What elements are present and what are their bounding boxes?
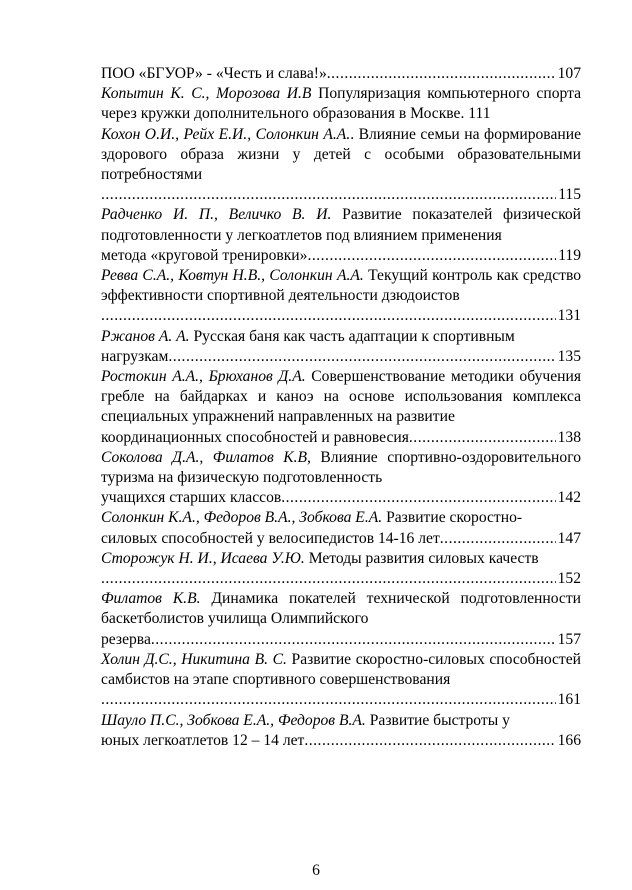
toc-page-number: 115 [558,186,581,204]
toc-entry-title: Русская баня как часть адаптации к спортивным [193,327,515,345]
toc-leader-line [101,306,581,326]
toc-leader-line [101,529,581,549]
toc-entry-title-end: юных легкоатлетов 12 – 14 лет [101,731,305,749]
page-number: 6 [312,862,320,879]
dot-leader [304,731,555,751]
toc-entry-authors: Кохон О.И., Рейх Е.И., Солонкин А.А. [101,125,351,143]
toc-leader-line [101,731,581,751]
toc-page-number: 147 [557,529,581,547]
toc-leader-line [101,428,581,448]
toc-page-number: 131 [557,307,581,325]
toc-entry-title: Влияние спортивно-оздоровительного туризма на физическую подготовленность [101,448,582,487]
toc-entry-title: Совершенствование методики обучения гребле на байдарках и каноэ на основе использования комплекса специальных упражнений направленных на развитие [101,368,581,426]
toc-leader-line [101,246,581,266]
dot-leader [168,347,555,367]
toc-page-number: 161 [557,691,581,709]
toc-leader-line [101,347,581,367]
toc-entry-authors: Шауло П.С., Зобкова Е.А., Федоров В.А. [101,711,366,729]
toc-entry-authors: Солонкин К.А., Федоров В.А., Зобкова Е.А. [101,509,383,527]
toc-page-number: 157 [557,630,581,648]
toc-entry-title-end: нагрузкам [101,347,169,365]
toc-leader-line [101,488,581,508]
toc-entry-title: Развитие показателей физической подготовленности у легкоатлетов под влиянием применения [101,206,582,244]
toc-entry-authors: Филатов К.В. [101,590,201,608]
toc-entry [101,266,581,327]
toc-entry-authors: Ржанов А. А. [101,327,190,345]
toc-entry-title: Текущий контроль как средство эффективности спортивной деятельности дзюдоистов [101,267,581,305]
toc-entry [101,327,581,367]
toc-page-number: 152 [557,570,581,588]
toc-leader-line [101,185,581,205]
toc-entry-title: Развитие скоростно- [386,509,523,527]
toc-entry-title-end: резерва [101,630,151,648]
toc-page-number: 119 [558,246,581,264]
toc-entry [101,64,581,84]
toc-entry [101,367,581,448]
toc-leader-line [101,64,581,84]
toc-entry-authors: Сторожук Н. И., Исаева У.Ю. [101,549,305,567]
toc-entry [101,650,581,711]
toc-entry [101,84,581,124]
toc-entry [101,549,581,589]
toc-entry [101,448,581,509]
toc-leader-line [101,690,581,710]
dot-leader [101,306,556,326]
toc-leader-line [101,630,581,650]
dot-leader [327,64,556,84]
dot-leader [151,630,556,650]
toc-page-number: 142 [557,489,581,507]
toc-page-number: 135 [557,347,581,365]
toc-page-number: 111 [468,105,491,123]
toc-entry-title: ПОО «БГУОР» - «Честь и слава!» [101,65,327,82]
toc-entry [101,711,581,751]
table-of-contents [101,64,581,751]
toc-entry [101,508,581,548]
dot-leader [307,246,556,266]
dot-leader [101,185,556,205]
toc-entry-title: Популяризация компьютерного спорта через кружки дополнительного образования в Москве. [101,85,582,123]
dot-leader [101,569,556,589]
toc-page-number: 138 [557,428,581,446]
toc-entry-title-end: метода «круговой тренировки» [101,246,308,264]
toc-entry-authors: Ростокин А.А., Брюханов Д.А. [101,368,306,386]
toc-entry-authors: Радченко И. П., Величко В. И. [101,206,332,224]
toc-entry-authors: Копытин К. С., Морозова И.В [101,85,312,103]
toc-page-number: 107 [557,65,581,82]
toc-entry [101,125,581,206]
toc-leader-line [101,569,581,589]
dot-leader [440,529,556,549]
toc-entry-title: Развитие скоростно-силовых способностей самбистов на этапе спортивного совершенствования [101,650,582,689]
toc-entry-title: Динамика покателей технической подготовленности баскетболистов училища Олимпийского [101,590,582,628]
toc-entry-authors: Соколова Д.А., Филатов К.В, [101,448,311,466]
dot-leader [409,428,556,448]
dot-leader [101,690,556,710]
toc-page-number: 166 [557,731,581,749]
toc-entry-title: . Влияние семьи на формирование здорового образа жизни у детей с особыми образовательными потребностями [101,125,582,184]
toc-entry-title-end: силовых способностей у велосипедистов 14-16 лет [101,529,440,547]
toc-entry [101,589,581,650]
toc-entry-authors: Ревва С.А., Ковтун Н.В., Солонкин А.А. [101,267,364,285]
toc-entry-title-end: координационных способностей и равновесия [101,428,409,446]
toc-entry-authors: Холин Д.С., Никитина В. С. [101,650,287,668]
toc-entry-title: Методы развития силовых качеств [308,549,539,567]
dot-leader [281,488,555,508]
toc-entry [101,205,581,266]
toc-entry-title: Развитие быстроты у [369,711,510,729]
toc-entry-title-end: учащихся старших классов [101,489,282,507]
